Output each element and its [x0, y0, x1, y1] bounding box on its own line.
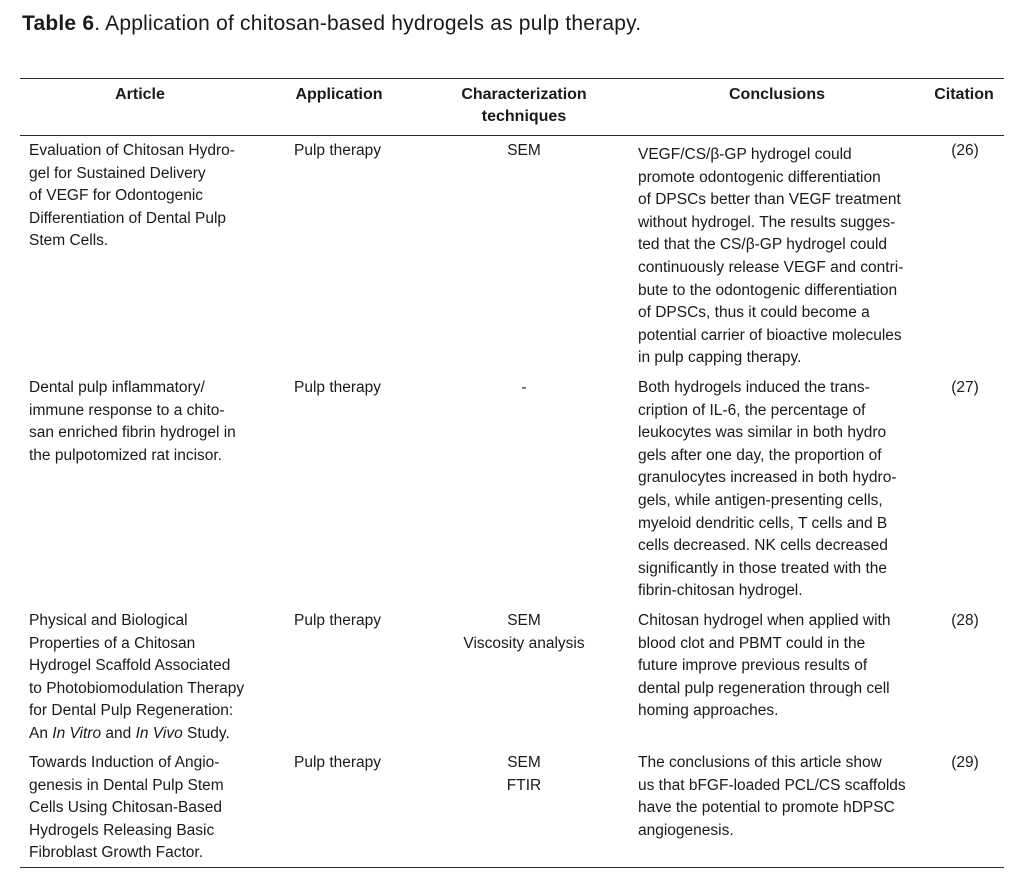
header-characterization-line1: Characterization: [461, 86, 587, 103]
header-article: Article: [115, 86, 165, 103]
conclusion-line: significantly in those treated with the: [638, 559, 887, 577]
row-application: Pulp therapy: [294, 379, 382, 396]
row-techniques: [434, 752, 614, 797]
conclusion-line: of DPSCs better than VEGF treatment: [638, 191, 901, 209]
conclusion-line: leukocytes was similar in both hydro: [638, 424, 887, 442]
table-top-rule: [20, 78, 1004, 79]
article-fragment: An: [29, 724, 53, 742]
technique-item: SEM: [507, 754, 541, 771]
header-application: Application: [295, 86, 383, 103]
table-caption: [22, 12, 641, 36]
article-line: Dental pulp inflammatory/: [29, 379, 205, 396]
article-line: Fibroblast Growth Factor.: [29, 844, 204, 862]
row-article: [29, 377, 269, 467]
article-line: for Dental Pulp Regeneration:: [29, 702, 234, 720]
conclusion-line: potential carrier of bioactive molecules: [638, 326, 902, 344]
conclusion-line: blood clot and PBMT could in the: [638, 634, 866, 652]
article-line: Evaluation of Chitosan Hydro-: [29, 142, 235, 159]
row-citation: (29): [951, 754, 979, 771]
row-techniques: [434, 377, 614, 400]
conclusion-line: fibrin-chitosan hydrogel.: [638, 582, 803, 600]
header-characterization: [434, 84, 614, 128]
conclusion-line: ted that the CS/β-GP hydrogel could: [638, 236, 888, 254]
row-techniques: [434, 140, 614, 163]
conclusion-line: continuously release VEGF and contri-: [638, 258, 904, 276]
row-application: Pulp therapy: [294, 612, 382, 629]
article-italic: In Vitro: [52, 724, 102, 742]
article-line: Stem Cells.: [29, 232, 109, 250]
article-line: Hydrogels Releasing Basic: [29, 821, 215, 839]
technique-item: Viscosity analysis: [463, 634, 585, 652]
row-citation: (26): [951, 142, 979, 159]
conclusion-line: cription of IL-6, the percentage of: [638, 401, 866, 419]
table-caption-label: Table 6: [22, 12, 95, 35]
article-line: the pulpotomized rat incisor.: [29, 446, 222, 464]
conclusion-line: have the potential to promote hDPSC: [638, 799, 895, 817]
technique-item: SEM: [507, 612, 541, 629]
technique-item: FTIR: [506, 776, 542, 794]
article-fragment: and: [101, 724, 136, 742]
article-line: [29, 723, 269, 746]
row-citation: (28): [951, 612, 979, 629]
row-conclusions: [638, 752, 928, 842]
technique-item: -: [521, 379, 527, 396]
article-line: genesis in Dental Pulp Stem: [29, 776, 224, 794]
row-article: [29, 140, 269, 253]
conclusion-line: VEGF/CS/β-GP hydrogel could: [638, 146, 852, 163]
article-line: Properties of a Chitosan: [29, 634, 196, 652]
article-line: gel for Sustained Delivery: [29, 164, 206, 182]
row-application: Pulp therapy: [294, 754, 382, 771]
article-line: san enriched fibrin hydrogel in: [29, 424, 236, 442]
article-line: Hydrogel Scaffold Associated: [29, 657, 231, 675]
conclusion-line: promote odontogenic differentiation: [638, 168, 881, 186]
table-caption-text: . Application of chitosan-based hydrogels as pulp therapy.: [94, 12, 642, 35]
row-conclusions: [638, 144, 928, 370]
conclusion-line: gels after one day, the proportion of: [638, 446, 882, 464]
conclusion-line: dental pulp regeneration through cell: [638, 679, 890, 697]
row-conclusions: [638, 377, 928, 603]
technique-item: SEM: [507, 142, 541, 159]
conclusion-line: without hydrogel. The results sugges-: [638, 213, 896, 231]
conclusion-line: homing approaches.: [638, 702, 779, 720]
conclusion-line: Chitosan hydrogel when applied with: [638, 612, 891, 629]
conclusion-line: myeloid dendritic cells, T cells and B: [638, 514, 888, 532]
table-header-rule: [20, 135, 1004, 136]
article-line: Differentiation of Dental Pulp: [29, 209, 227, 227]
row-application: Pulp therapy: [294, 142, 382, 159]
row-article: [29, 610, 269, 746]
article-line: immune response to a chito-: [29, 401, 225, 419]
conclusion-line: us that bFGF-loaded PCL/CS scaffolds: [638, 776, 906, 794]
conclusion-line: Both hydrogels induced the trans-: [638, 379, 870, 396]
conclusion-line: angiogenesis.: [638, 821, 734, 839]
article-line: of VEGF for Odontogenic: [29, 187, 204, 205]
header-conclusions: Conclusions: [728, 86, 825, 103]
conclusion-line: The conclusions of this article show: [638, 754, 882, 771]
conclusion-line: future improve previous results of: [638, 657, 868, 675]
conclusion-line: in pulp capping therapy.: [638, 349, 802, 367]
table-header-row: [20, 84, 1004, 132]
conclusion-line: gels, while antigen-presenting cells,: [638, 491, 883, 509]
row-conclusions: [638, 610, 928, 723]
row-techniques: [434, 610, 614, 655]
header-citation: Citation: [934, 86, 994, 103]
conclusion-line: cells decreased. NK cells decreased: [638, 537, 888, 555]
article-fragment: Study.: [182, 724, 230, 742]
row-article: [29, 752, 269, 865]
article-italic: In Vivo: [135, 724, 183, 742]
header-characterization-line2: techniques: [481, 108, 567, 125]
conclusion-line: of DPSCs, thus it could become a: [638, 304, 870, 322]
conclusion-line: granulocytes increased in both hydro-: [638, 469, 897, 487]
row-citation: (27): [951, 379, 979, 396]
article-line: Physical and Biological: [29, 612, 188, 629]
conclusion-line: bute to the odontogenic differentiation: [638, 281, 898, 299]
table-bottom-rule: [20, 867, 1004, 868]
article-line: Towards Induction of Angio-: [29, 754, 220, 771]
article-line: to Photobiomodulation Therapy: [29, 679, 245, 697]
article-line: Cells Using Chitosan-Based: [29, 799, 222, 817]
